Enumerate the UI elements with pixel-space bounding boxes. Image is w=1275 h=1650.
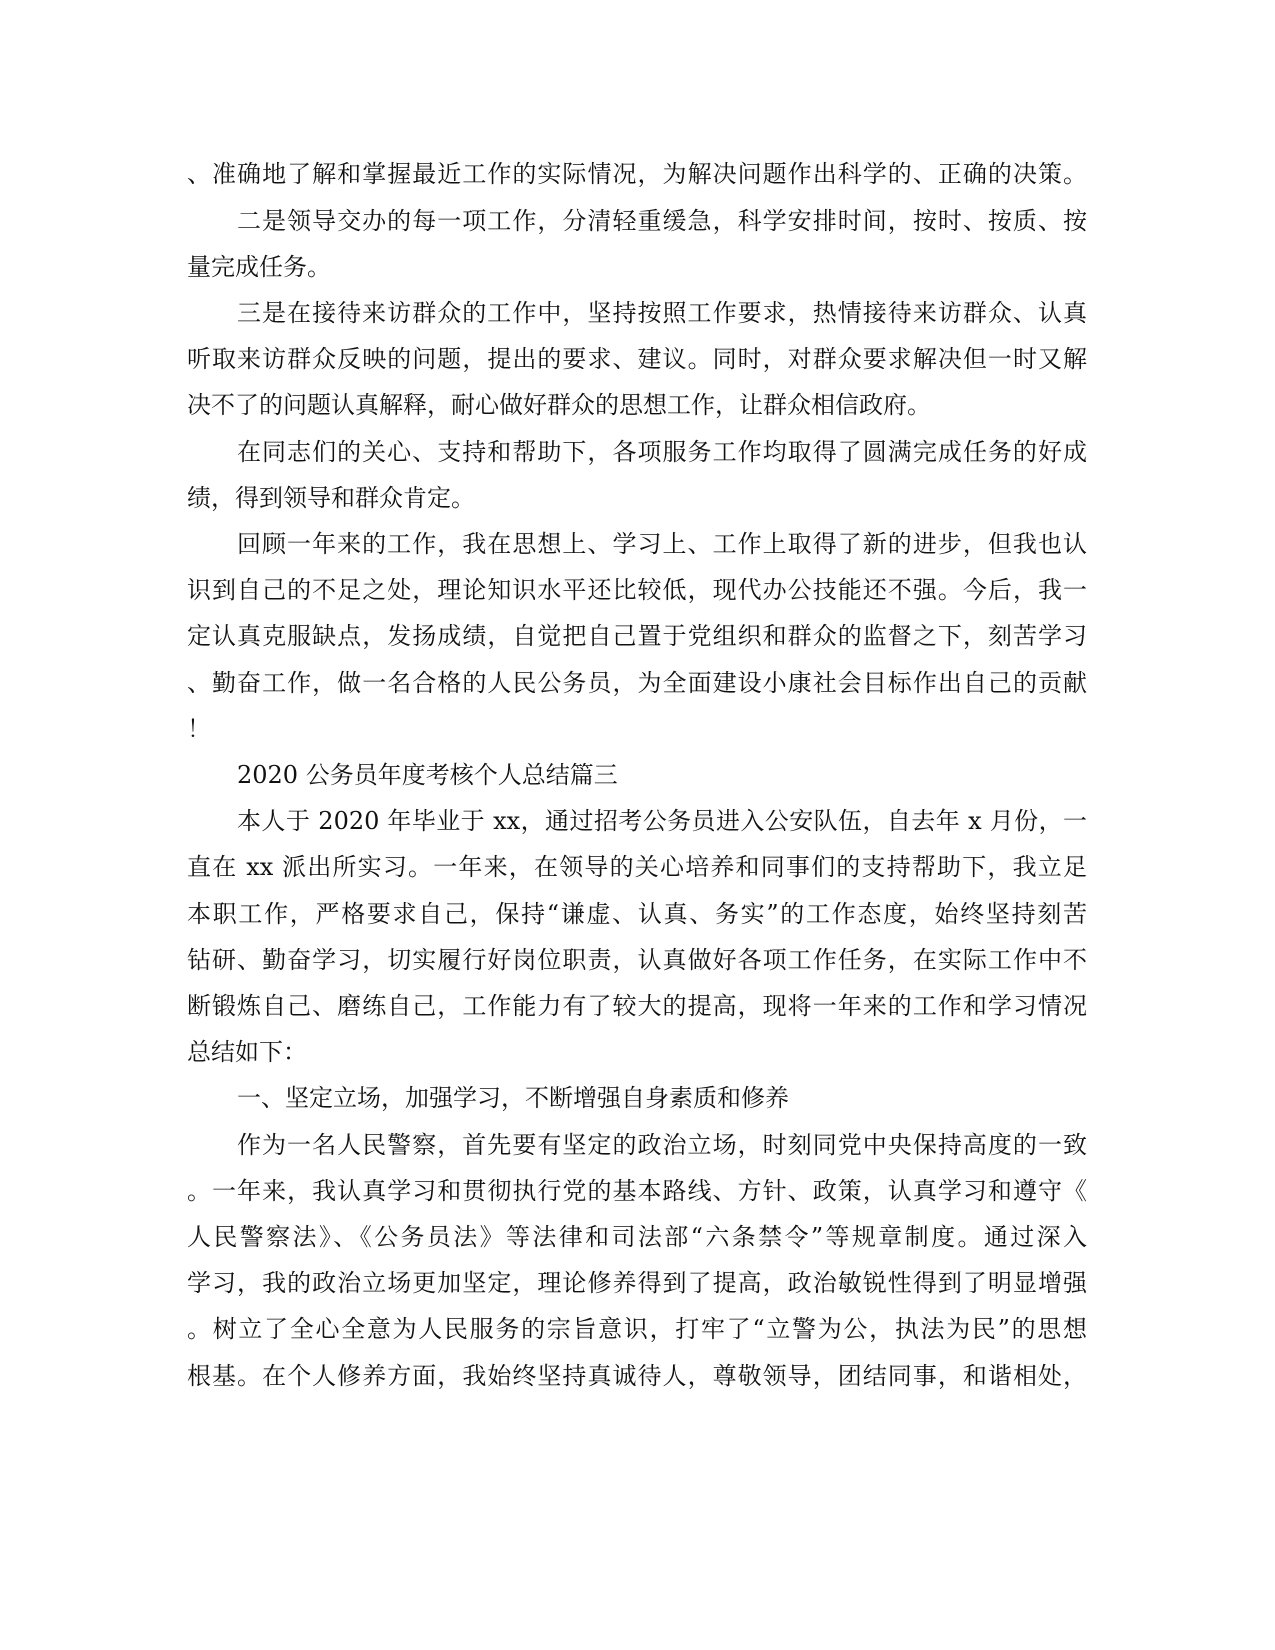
text-line: 。树立了全心全意为人民服务的宗旨意识，打牢了“立警为公，执法为民”的思想: [187, 1315, 1087, 1343]
text-line: 识到自己的不足之处，理论知识水平还比较低，现代办公技能还不强。今后，我一: [187, 576, 1087, 604]
text-line: 绩，得到领导和群众肯定。: [187, 484, 475, 512]
text-line: 、准确地了解和掌握最近工作的实际情况，为解决问题作出科学的、正确的决策。: [187, 160, 1087, 188]
text-line: 作为一名人民警察，首先要有坚定的政治立场，时刻同党中央保持高度的一致: [237, 1131, 1087, 1159]
text-line: 在同志们的关心、支持和帮助下，各项服务工作均取得了圆满完成任务的好成: [237, 438, 1087, 466]
text-line: 根基。在个人修养方面，我始终坚持真诚待人，尊敬领导，团结同事，和谐相处，: [187, 1362, 1087, 1390]
text-line: 回顾一年来的工作，我在思想上、学习上、工作上取得了新的进步，但我也认: [237, 530, 1087, 558]
text-line: 断锻炼自己、磨练自己，工作能力有了较大的提高，现将一年来的工作和学习情况: [187, 992, 1087, 1020]
text-line: 。一年来，我认真学习和贯彻执行党的基本路线、方针、政策，认真学习和遵守《: [187, 1177, 1087, 1205]
text-line: 本职工作，严格要求自己，保持“谦虚、认真、务实”的工作态度，始终坚持刻苦: [187, 900, 1087, 928]
text-line: 人民警察法》、《公务员法》等法律和司法部“六条禁令”等规章制度。通过深入: [187, 1223, 1087, 1251]
text-line: 学习，我的政治立场更加坚定，理论修养得到了提高，政治敏锐性得到了明显增强: [187, 1269, 1087, 1297]
text-line: 总结如下：: [187, 1038, 307, 1066]
section-title: 2020 公务员年度考核个人总结篇三: [237, 761, 618, 789]
text-line: 定认真克服缺点，发扬成绩，自觉把自己置于党组织和群众的监督之下，刻苦学习: [187, 622, 1087, 650]
text-line: 二是领导交办的每一项工作，分清轻重缓急，科学安排时间，按时、按质、按: [237, 207, 1087, 235]
text-line: ！: [187, 715, 211, 743]
text-line: 决不了的问题认真解释，耐心做好群众的思想工作，让群众相信政府。: [187, 391, 931, 419]
text-line: 钻研、勤奋学习，切实履行好岗位职责，认真做好各项工作任务，在实际工作中不: [187, 946, 1087, 974]
text-line: 量完成任务。: [187, 253, 331, 281]
text-line: 本人于 2020 年毕业于 xx，通过招考公务员进入公安队伍，自去年 x 月份，一: [237, 807, 1087, 835]
text-line: 、勤奋工作，做一名合格的人民公务员，为全面建设小康社会目标作出自己的贡献: [187, 669, 1087, 697]
text-line: 听取来访群众反映的问题，提出的要求、建议。同时，对群众要求解决但一时又解: [187, 345, 1087, 373]
subsection-title: 一、坚定立场，加强学习，不断增强自身素质和修养: [237, 1084, 789, 1112]
text-line: 直在 xx 派出所实习。一年来，在领导的关心培养和同事们的支持帮助下，我立足: [187, 853, 1087, 881]
text-line: 三是在接待来访群众的工作中，坚持按照工作要求，热情接待来访群众、认真: [237, 299, 1087, 327]
